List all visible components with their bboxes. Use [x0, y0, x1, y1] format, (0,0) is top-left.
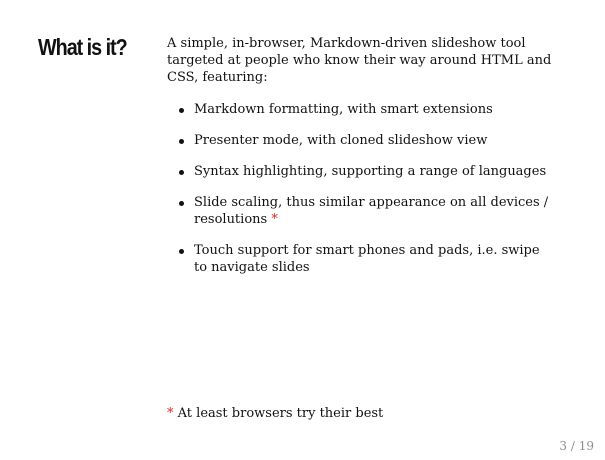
bullet-icon [179, 201, 184, 206]
slide-number: 3 / 19 [559, 439, 594, 453]
feature-text: Slide scaling, thus similar appearance on all devices / resolutions [194, 195, 549, 227]
slide-content [167, 35, 572, 290]
feature-text: Touch support for smart phones and pads, i.e. swipe to navigate slides [194, 243, 540, 275]
feature-item [167, 163, 554, 180]
feature-list [167, 101, 572, 276]
slide-title: What is it? [38, 34, 127, 60]
feature-text: Markdown formatting, with smart extensions [194, 102, 493, 117]
bullet-icon [179, 108, 184, 113]
feature-text: Syntax highlighting, supporting a range of languages [194, 164, 547, 179]
bullet-icon [179, 170, 184, 175]
bullet-icon [179, 249, 184, 254]
feature-item [167, 242, 554, 276]
feature-item [167, 101, 554, 118]
footnote-text: At least browsers try their best [177, 406, 384, 421]
bullet-icon [179, 139, 184, 144]
feature-item [167, 132, 554, 149]
feature-text: Presenter mode, with cloned slideshow view [194, 133, 488, 148]
feature-item [167, 194, 554, 228]
asterisk-marker: * [271, 212, 278, 227]
footnote [167, 405, 383, 422]
footnote-asterisk: * [167, 406, 174, 421]
intro-paragraph: A simple, in-browser, Markdown-driven slideshow tool targeted at people who know their way around HTML and CSS, featuring: [167, 36, 552, 85]
